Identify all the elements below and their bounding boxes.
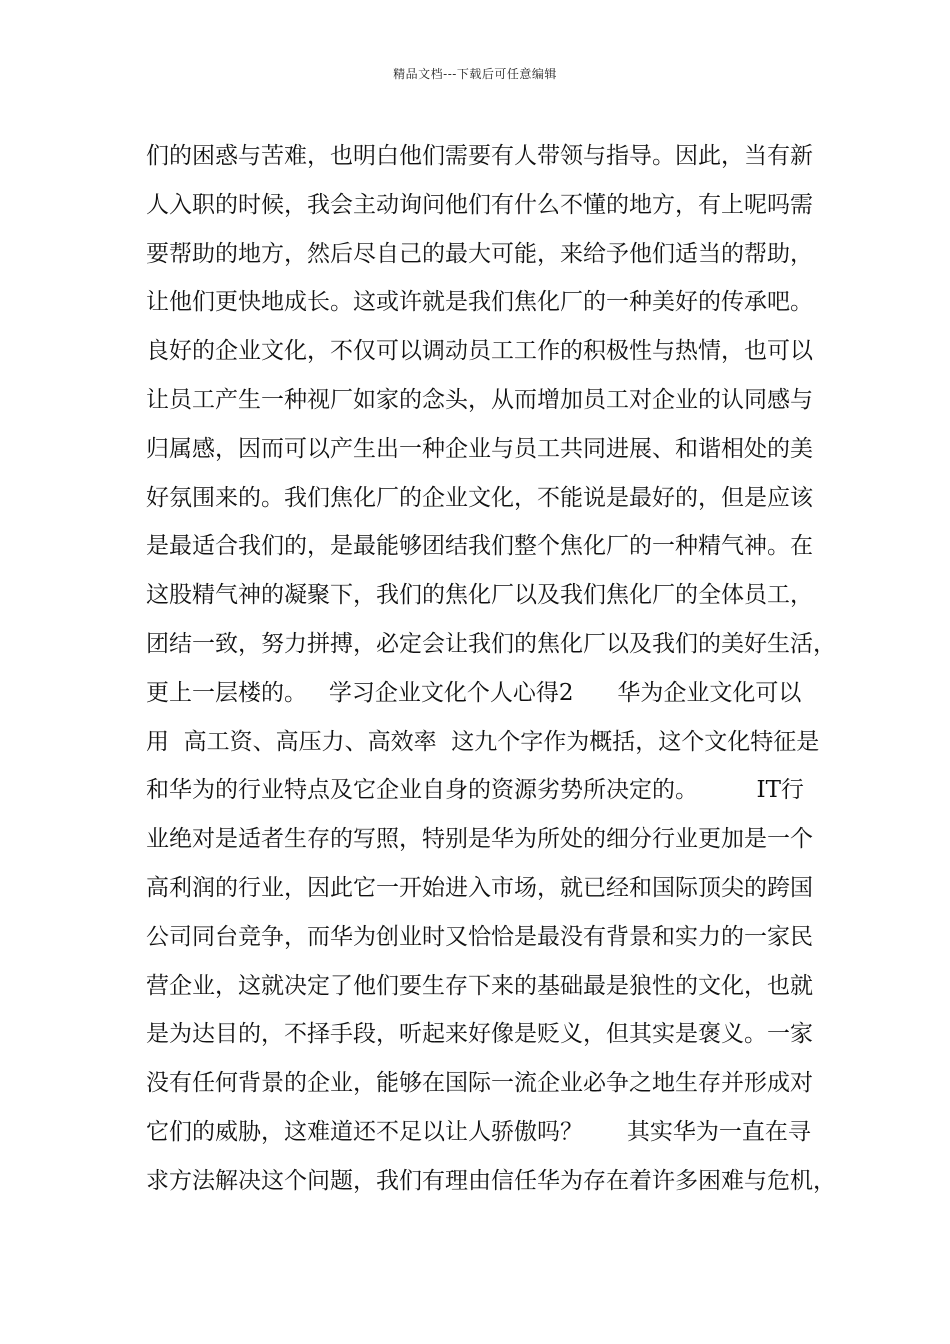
body-line: 它们的威胁，这难道还不足以让人骄傲吗？ 其实华为一直在寻: [146, 1118, 811, 1145]
body-line: 用 高工资、高压力、高效率 这九个字作为概括，这个文化特征是: [146, 728, 820, 755]
body-line: 这股精气神的凝聚下，我们的焦化厂以及我们焦化厂的全体员工，: [146, 582, 813, 609]
body-line: 营企业，这就决定了他们要生存下来的基础最是狼性的文化，也就: [146, 972, 813, 999]
body-line: 归属感，因而可以产生出一种企业与员工共同进展、和谐相处的美: [146, 435, 813, 462]
body-line: 好氛围来的。我们焦化厂的企业文化，不能说是最好的，但是应该: [146, 484, 813, 511]
body-line: 求方法解决这个问题，我们有理由信任华为存在着许多困难与危机，: [146, 1167, 836, 1194]
body-line: 让他们更快地成长。这或许就是我们焦化厂的一种美好的传承吧。: [146, 289, 813, 316]
body-line: 们的困惑与苦难，也明白他们需要有人带领与指导。因此，当有新: [146, 143, 813, 169]
body-line: 是为达目的，不择手段，听起来好像是贬义，但其实是褒义。一家: [146, 1021, 813, 1048]
body-line: 是最适合我们的，是最能够团结我们整个焦化厂的一种精气神。在: [146, 533, 813, 560]
body-line: 公司同台竞争，而华为创业时又恰恰是最没有背景和实力的一家民: [146, 923, 813, 950]
body-line: 团结一致，努力拼搏，必定会让我们的焦化厂以及我们的美好生活，: [146, 630, 836, 657]
document-body: [146, 132, 846, 1206]
body-line: 和华为的行业特点及它企业自身的资源劣势所决定的。 IT行: [146, 777, 804, 804]
body-line: 没有任何背景的企业，能够在国际一流企业必争之地生存并形成对: [146, 1070, 813, 1097]
body-line: 人入职的时候，我会主动询问他们有什么不懂的地方，有上呢吗需: [146, 191, 813, 218]
body-line: 高利润的行业，因此它一开始进入市场，就已经和国际顶尖的跨国: [146, 874, 813, 901]
body-line: 要帮助的地方，然后尽自己的最大可能，来给予他们适当的帮助，: [146, 240, 813, 267]
body-line: 更上一层楼的。 学习企业文化个人心得2 华为企业文化可以: [146, 679, 802, 706]
page-header: 精品文档---下载后可任意编辑: [393, 67, 557, 81]
body-line: 业绝对是适者生存的写照，特别是华为所处的细分行业更加是一个: [146, 826, 813, 853]
body-line: 良好的企业文化，不仅可以调动员工工作的积极性与热情，也可以: [146, 338, 813, 365]
body-line: 让员工产生一种视厂如家的念头，从而增加员工对企业的认同感与: [146, 386, 813, 413]
